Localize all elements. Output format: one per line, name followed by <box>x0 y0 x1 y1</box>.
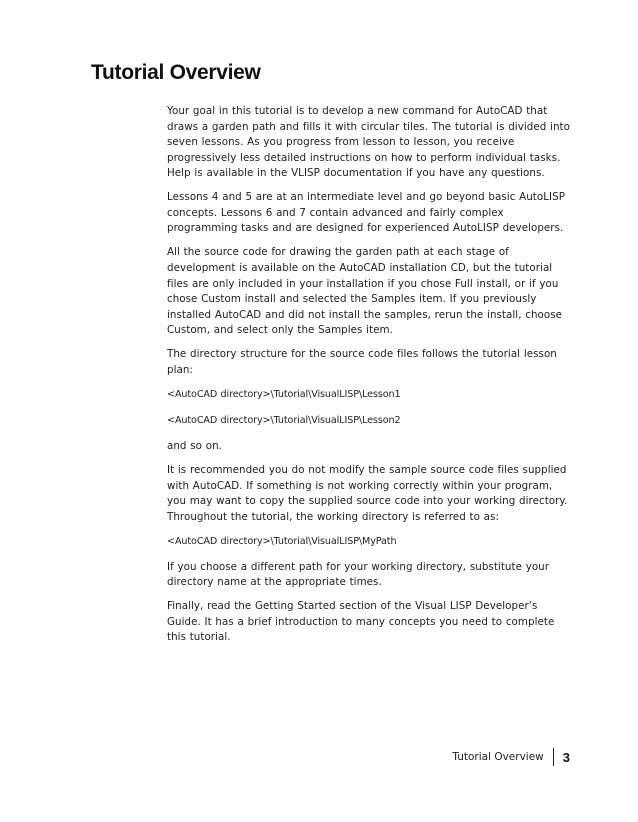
body-text <box>167 104 571 654</box>
paragraph-lessons-level: Lessons 4 and 5 are at an intermediate level and go beyond basic AutoLISP concepts. Lessons 6 and 7 contain advanced and fairly complex programming tasks and are designed for experienced AutoLISP developers. <box>167 191 565 235</box>
path-mypath: <AutoCAD directory>\Tutorial\VisualLISP\MyPath <box>167 535 397 547</box>
page-title: Tutorial Overview <box>91 61 261 84</box>
paragraph-getting-started: Finally, read the Getting Started section of the Visual LISP Developer’s Guide. It has a brief introduction to many concepts you need to complete this tutorial. <box>167 600 555 644</box>
paragraph-recommendation: It is recommended you do not modify the sample source code files supplied with AutoCAD. If something is not working correctly within your program, you may want to copy the supplied source code into your working directory. Throughout the tutorial, the working directory is referred to as: <box>167 463 568 523</box>
paragraph-goal: Your goal in this tutorial is to develop a new command for AutoCAD that draws a garden path and fills it with circular tiles. The tutorial is divided into seven lessons. As you progress from lesson to lesson, you receive progressively less detailed instructions on how to perform individual tasks. Help is available in the VLISP documentation if you have any questions. <box>167 105 570 180</box>
footer-divider <box>553 748 554 766</box>
page-number: 3 <box>562 749 570 765</box>
paragraph-and-so-on: and so on. <box>167 440 222 453</box>
path-lesson2: <AutoCAD directory>\Tutorial\VisualLISP\Lesson2 <box>167 414 401 426</box>
paragraph-different-path: If you choose a different path for your working directory, substitute your directory name at the appropriate times. <box>167 560 550 589</box>
paragraph-source-code: All the source code for drawing the garden path at each stage of development is available on the AutoCAD installation CD, but the tutorial files are only included in your installation if you chose Full install, or if you chose Custom install and selected the Samples item. If you previously installed AutoCAD and did not install the samples, rerun the install, choose Custom, and select only the Samples item. <box>167 246 563 337</box>
footer-section-label: Tutorial Overview <box>452 751 544 763</box>
path-lesson1: <AutoCAD directory>\Tutorial\VisualLISP\Lesson1 <box>167 388 401 400</box>
paragraph-directory-structure: The directory structure for the source code files follows the tutorial lesson plan: <box>167 348 557 376</box>
page-footer <box>452 748 570 766</box>
